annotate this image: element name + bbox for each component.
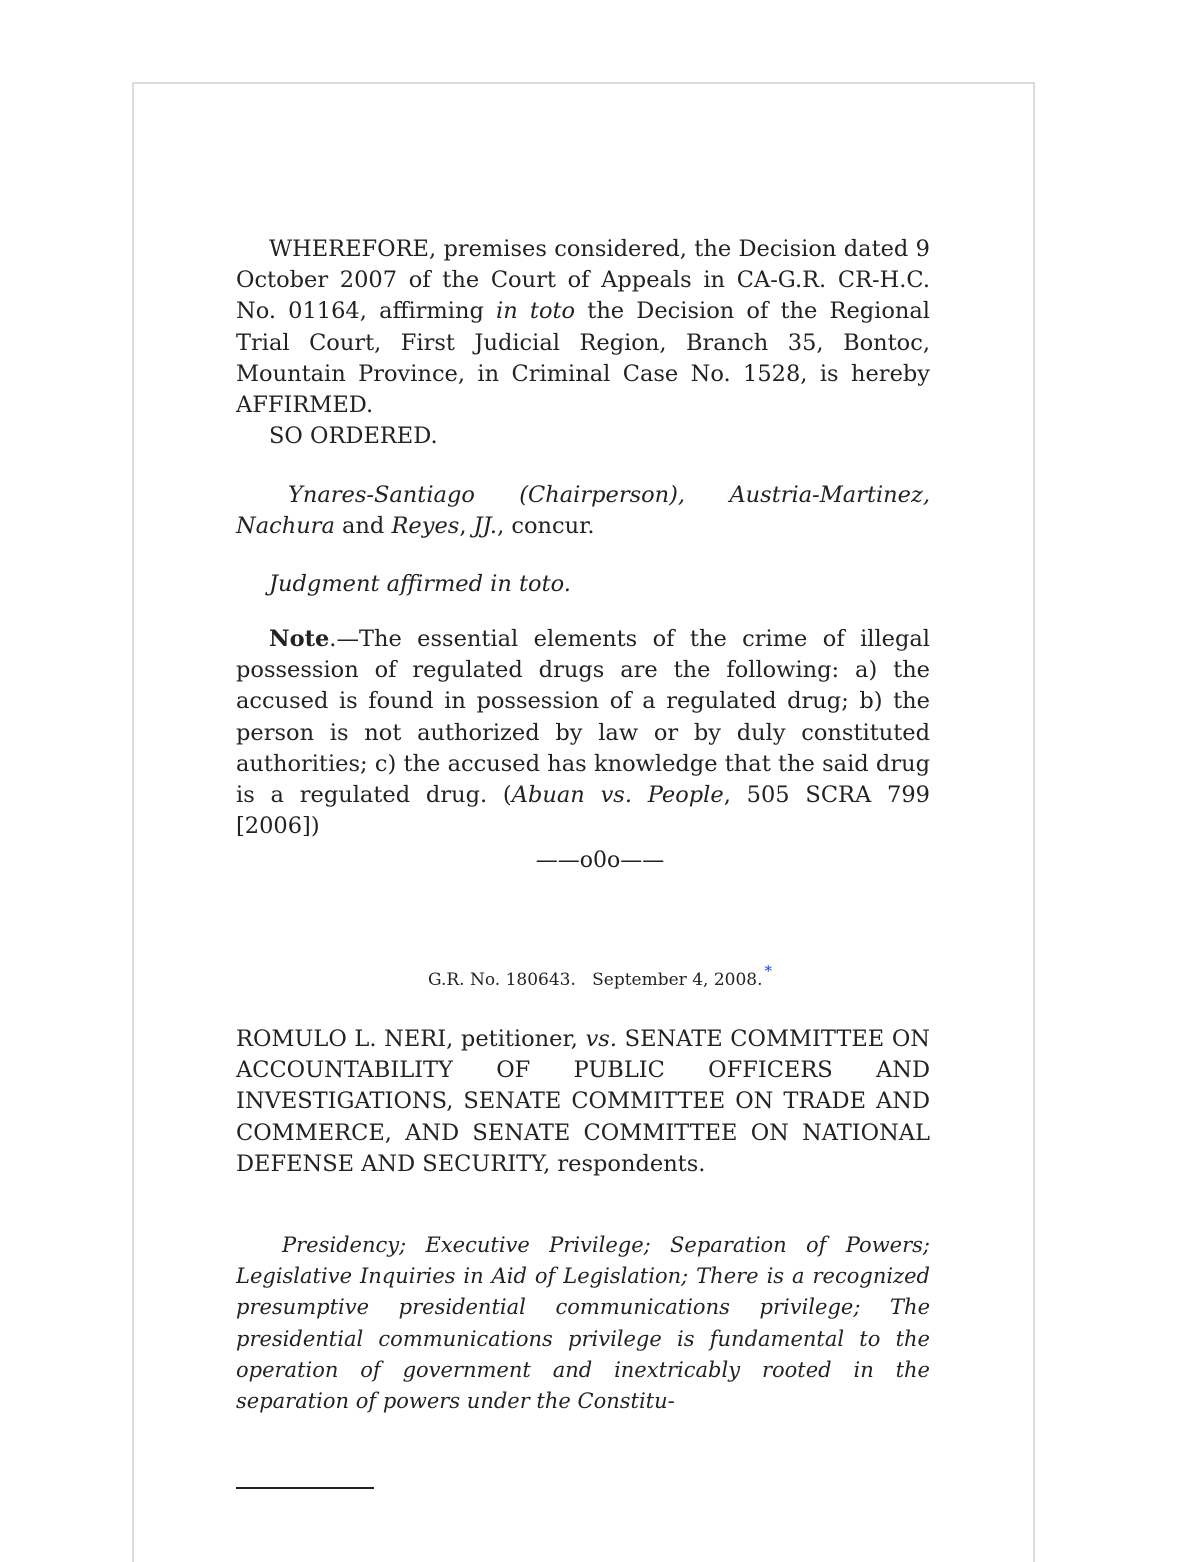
respondents: SENATE COMMITTEE ON ACCOUNTABILITY OF PUBLIC OFFICERS AND INVESTIGATIONS, SENATE COMMITTEE ON TRADE AND COMMERCE, AND SENATE COMMITTEE ON NATIONAL DEFENSE AND SECURITY, respondents. [236,1026,930,1177]
judge-name: Ynares-Santiago [288,482,475,508]
parties-paragraph [236,1024,930,1180]
footnote-divider [236,1487,374,1489]
judge-name: Nachura [236,513,335,540]
concurrence-paragraph: Ynares-Santiago (Chairperson), Austria-Martinez, Nachura and Reyes, JJ., concur. [236,482,930,540]
syllabus-text: Presidency; Executive Privilege; Separation of Powers; Legislative Inquiries in Aid of Legislation; There is a recognized presumptive presidential communications privilege; The presidential communications privilege is fundamental to the operation of government and inextricably rooted in the separation of powers under the Constitu- [236,1233,930,1414]
section-separator: ——o0o—— [535,848,665,873]
syllabus-section [236,1230,930,1417]
case-citation: , 505 SCRA 799 [2006]) [236,782,930,840]
petitioner: ROMULO L. NERI, petitioner, [236,1026,586,1052]
judge-name: Austria-Martinez, [729,482,930,508]
note-text: .—The essential elements of the crime of illegal possession of regulated drugs are the following: a) the accused is found in possession of a regulated drug; b) the person is not authorized by law or by duly constituted authorities; c) the accused has knowledge that the said drug is a regulated drug. ( [236,626,930,809]
concur-text: , concur. [497,513,595,540]
gr-number: G.R. No. 180643. September 4, 2008. [428,970,763,990]
versus: vs. [585,1026,617,1052]
concurrence-line [236,480,930,542]
note-section [236,624,930,842]
dispositive-section [236,234,930,452]
footnote-marker[interactable]: * [764,962,772,980]
judgment-line [236,569,930,600]
judge-name: Reyes [391,513,460,540]
judgment-text: Judgment affirmed in toto. [269,571,571,597]
case-citation-name: Abuan vs. People [511,782,724,809]
so-ordered: SO ORDERED. [269,423,438,450]
chairperson-label: (Chairperson), [519,482,686,508]
case-parties [236,1024,930,1180]
justices-label: JJ. [473,513,498,540]
dispositive-text-rest: the Decision of the Regional Trial Court, First Judicial Region, Branch 35, Bontoc, Mountain Province, in Criminal Case No. 1528, is hereby AFFIRMED. [236,298,931,419]
case-header [0,956,1200,995]
dispositive-italic: in toto [496,298,576,325]
note-paragraph [236,624,930,842]
dispositive-paragraph [236,234,930,421]
conjunction: and [334,513,392,540]
dispositive-text: WHEREFORE, premises considered, the Decision dated 9 October 2007 of the Court of Appeals in CA-G.R. CR-H.C. No. 01164, affirming [236,236,930,325]
note-label: Note [269,626,330,652]
